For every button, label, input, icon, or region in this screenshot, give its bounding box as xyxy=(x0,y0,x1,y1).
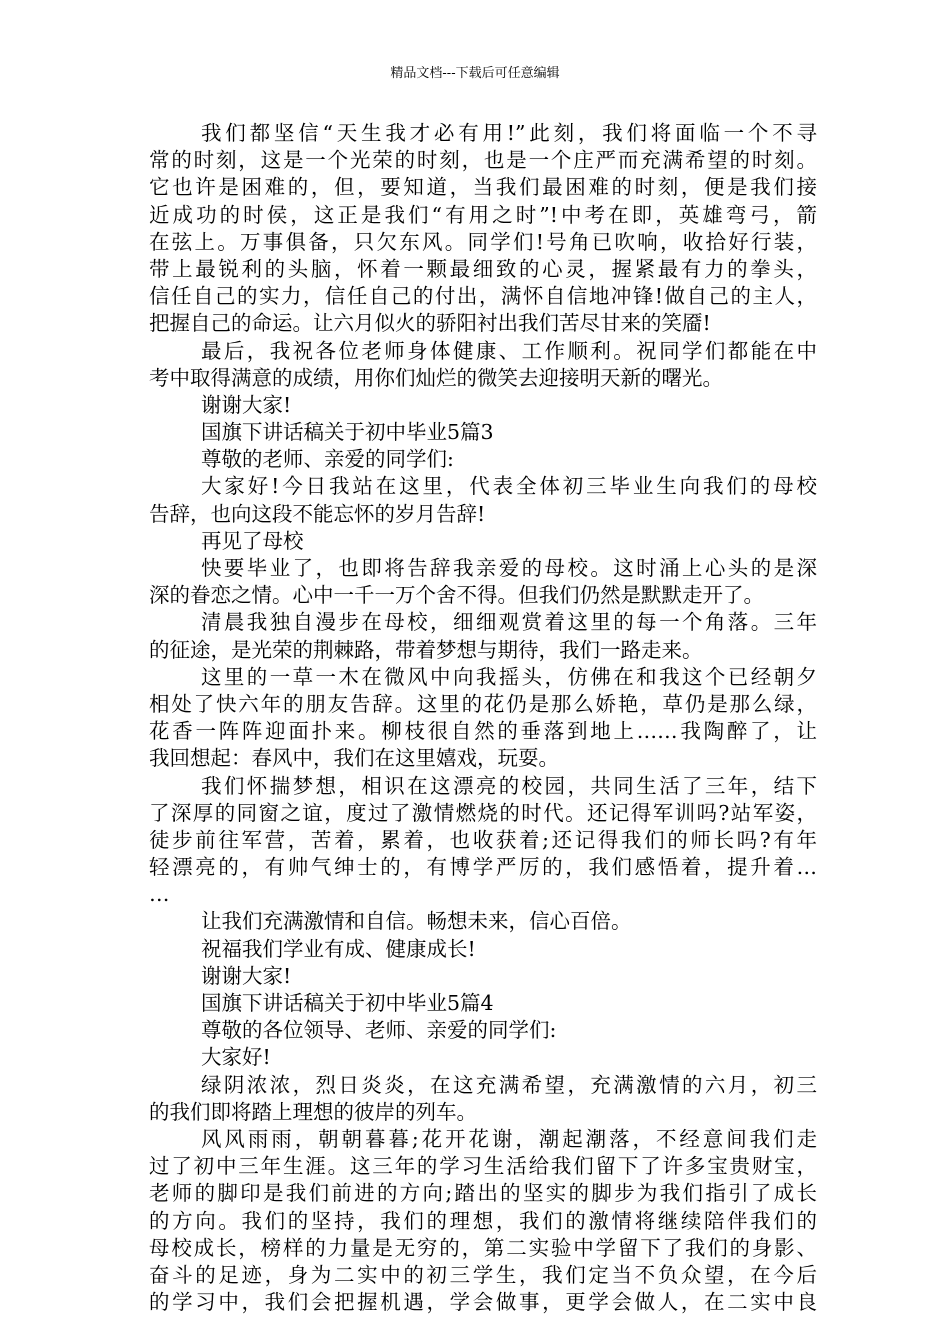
text-line: 徒步前往军营，苦着，累着，也收获着;还记得我们的师长吗?有年 xyxy=(149,827,817,852)
page-header: 精品文档---下载后可任意编辑 xyxy=(390,66,560,81)
text-line: 考中取得满意的成绩，用你们灿烂的微笑去迎接明天新的曙光。 xyxy=(149,365,723,390)
text-line: 祝福我们学业有成、健康成长! xyxy=(201,936,476,961)
text-line: 让我们充满激情和自信。畅想未来，信心百倍。 xyxy=(201,909,632,934)
text-line: 母校成长，榜样的力量是无穷的，第二实验中学留下了我们的身影、 xyxy=(149,1235,817,1260)
text-line: 带上最锐利的头脑，怀着一颗最细致的心灵，握紧最有力的拳头， xyxy=(149,256,817,281)
text-line: 相处了快六年的朋友告辞。这里的花仍是那么娇艳，草仍是那么绿， xyxy=(149,691,817,716)
text-line: 快要毕业了，也即将告辞我亲爱的母校。这时涌上心头的是深 xyxy=(201,556,817,580)
text-line: 告辞，也向这段不能忘怀的岁月告辞! xyxy=(149,501,486,526)
text-line: 花香一阵阵迎面扑来。柳枝很自然的垂落到地上……我陶醉了，让 xyxy=(149,719,817,744)
text-line: 最后，我祝各位老师身体健康、工作顺利。祝同学们都能在中 xyxy=(201,338,817,363)
text-line: 轻漂亮的，有帅气绅士的，有博学严厉的，我们感悟着，提升着… xyxy=(149,855,817,880)
text-line: 尊敬的各位领导、老师、亲爱的同学们: xyxy=(201,1018,557,1043)
text-line: 我们都坚信“天生我才必有用!”此刻，我们将面临一个不寻 xyxy=(201,121,817,145)
text-line: 清晨我独自漫步在母校，细细观赏着这里的每一个角落。三年 xyxy=(201,610,817,635)
text-line: 风风雨雨，朝朝暮暮;花开花谢，潮起潮落，不经意间我们走 xyxy=(201,1126,817,1151)
text-line: 我们怀揣梦想，相识在这漂亮的校园，共同生活了三年，结下 xyxy=(201,773,817,798)
text-line: 再见了母校 xyxy=(201,528,304,553)
text-line: 谢谢大家! xyxy=(201,963,292,988)
text-line: 尊敬的老师、亲爱的同学们: xyxy=(201,447,454,472)
text-line: 常的时刻，这是一个光荣的时刻，也是一个庄严而充满希望的时刻。 xyxy=(149,148,817,173)
text-line: 这里的一草一木在微风中向我摇头，仿佛在和我这个已经朝夕 xyxy=(201,664,817,689)
text-line: 绿阴浓浓，烈日炎炎，在这充满希望，充满激情的六月，初三 xyxy=(201,1072,817,1097)
text-line: 信任自己的实力，信任自己的付出，满怀自信地冲锋!做自己的主人， xyxy=(149,284,817,309)
text-line: 国旗下讲话稿关于初中毕业5篇4 xyxy=(201,991,494,1015)
text-line: 大家好! xyxy=(201,1045,271,1070)
text-line: 的学习中，我们会把握机遇，学会做事，更学会做人，在二实中良 xyxy=(149,1290,817,1315)
text-line: 谢谢大家! xyxy=(201,392,292,417)
text-line: 了深厚的同窗之谊，度过了激情燃烧的时代。还记得军训吗?站军姿， xyxy=(149,800,817,825)
text-line: 奋斗的足迹，身为二实中的初三学生，我们定当不负众望，在今后 xyxy=(149,1262,817,1287)
text-line: 我回想起：春风中，我们在这里嬉戏，玩耍。 xyxy=(149,746,559,771)
document-body xyxy=(149,120,817,1316)
text-line: 老师的脚印是我们前进的方向;踏出的坚实的脚步为我们指引了成长 xyxy=(149,1181,817,1206)
text-line: 把握自己的命运。让六月似火的骄阳衬出我们苦尽甘来的笑靥! xyxy=(149,311,711,336)
text-line: 它也许是困难的，但，要知道，当我们最困难的时刻，便是我们接 xyxy=(149,175,817,200)
text-line: 深的眷恋之情。心中一千一万个舍不得。但我们仍然是默默走开了。 xyxy=(149,583,764,608)
text-line: 的方向。我们的坚持，我们的理想，我们的激情将继续陪伴我们的 xyxy=(149,1208,817,1233)
text-line: 的我们即将踏上理想的彼岸的列车。 xyxy=(149,1099,477,1124)
text-line: … xyxy=(149,882,170,907)
text-line: 大家好!今日我站在这里，代表全体初三毕业生向我们的母校 xyxy=(201,474,817,499)
text-line: 在弦上。万事俱备，只欠东风。同学们!号角已吹响，收拾好行装， xyxy=(149,229,817,254)
text-line: 近成功的时侯，这正是我们“有用之时”!中考在即，英雄弯弓，箭 xyxy=(149,202,817,227)
text-line: 过了初中三年生涯。这三年的学习生活给我们留下了许多宝贵财宝， xyxy=(149,1154,817,1179)
text-line: 的征途，是光荣的荆棘路，带着梦想与期待，我们一路走来。 xyxy=(149,637,703,662)
text-line: 国旗下讲话稿关于初中毕业5篇3 xyxy=(201,420,494,445)
